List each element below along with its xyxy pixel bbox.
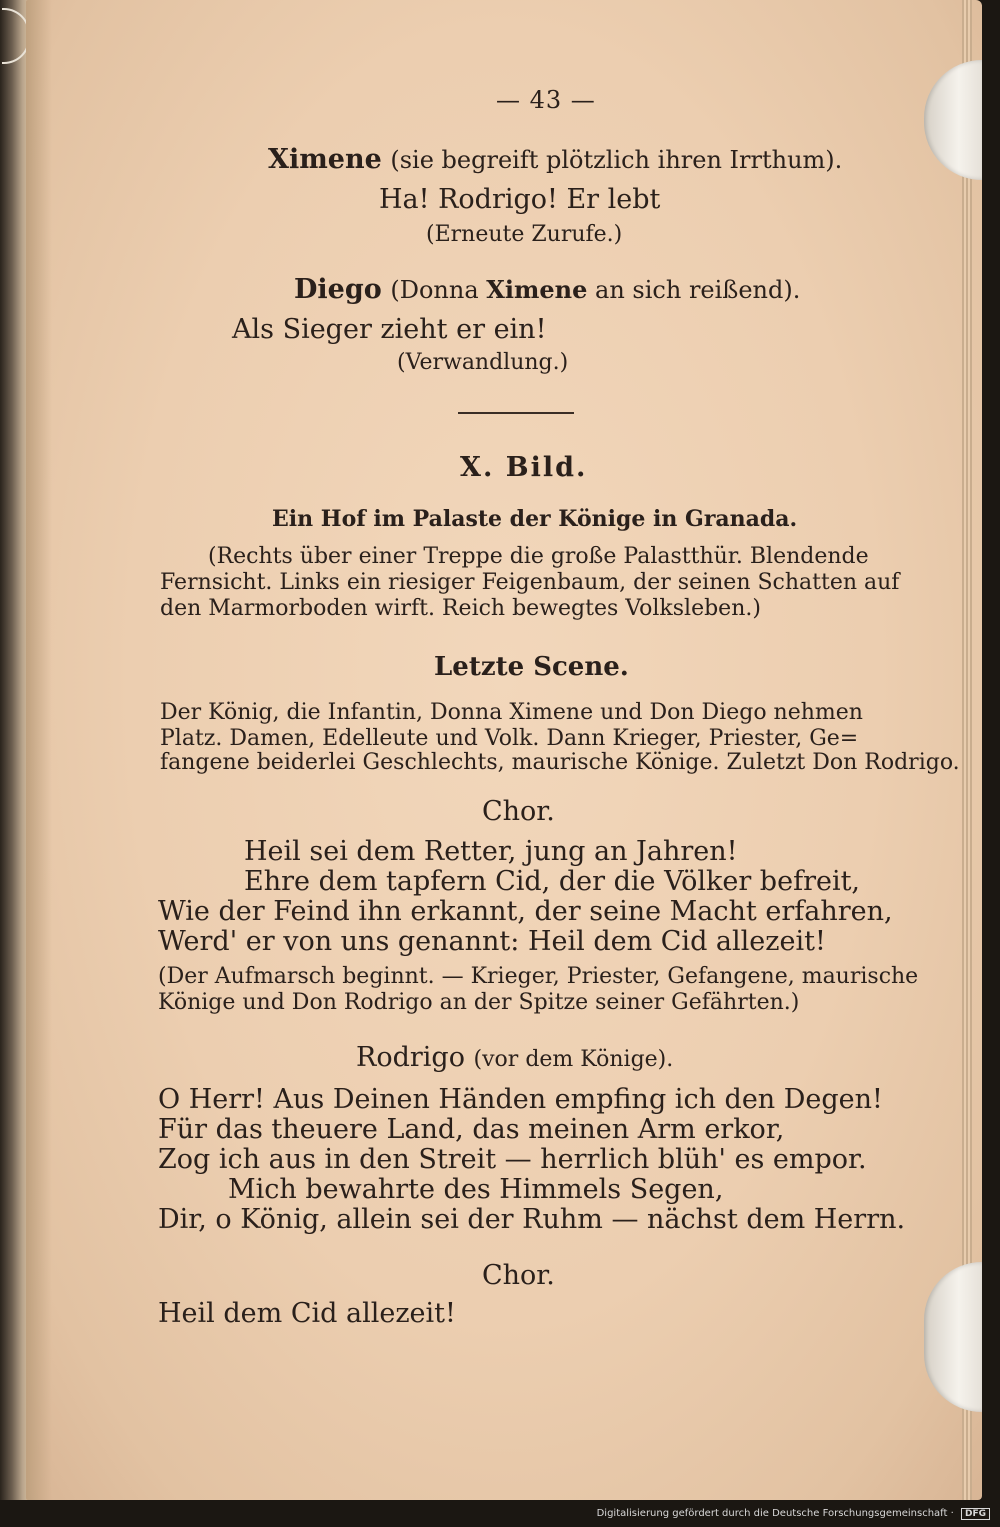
stage-direction: (Erneute Zurufe.) xyxy=(426,222,623,247)
scene-description-line: den Marmorboden wirft. Reich bewegtes Volksleben.) xyxy=(160,596,761,621)
stage-direction: (vor dem Könige). xyxy=(473,1047,674,1072)
chorus-heading: Chor. xyxy=(482,1260,555,1291)
stage-direction: (sie begreift plötzlich ihren Irrthum). xyxy=(390,146,843,174)
verse-line: Dir, o König, allein sei der Ruhm — nächst dem Herrn. xyxy=(158,1204,906,1235)
book-page xyxy=(26,0,982,1500)
credit-text: Digitalisierung gefördert durch die Deutsche Forschungsgemeinschaft · xyxy=(596,1508,954,1519)
stage-direction: (Der Aufmarsch beginnt. — Krieger, Priester, Gefangene, maurische xyxy=(158,964,919,989)
section-divider xyxy=(458,412,574,414)
final-scene-heading: Letzte Scene. xyxy=(434,652,629,682)
page-clip-bottom xyxy=(924,1262,982,1412)
stage-direction: Könige und Don Rodrigo an der Spitze seiner Gefährten.) xyxy=(158,990,800,1015)
stage-direction xyxy=(390,276,800,304)
ximene-speech-heading xyxy=(268,144,842,175)
verse-line: Werd' er von uns genannt: Heil dem Cid allezeit! xyxy=(158,926,826,957)
stage-direction-text: an sich reißend). xyxy=(595,276,801,304)
speaker-diego: Diego xyxy=(294,274,382,305)
rodrigo-speech-heading xyxy=(356,1042,673,1073)
digitization-credit xyxy=(0,1508,990,1524)
verse-line: Zog ich aus in den Streit — herrlich blüh' es empor. xyxy=(158,1144,867,1175)
chorus-heading: Chor. xyxy=(482,796,555,827)
speaker-rodrigo: Rodrigo xyxy=(356,1042,465,1073)
verse-line: Heil sei dem Retter, jung an Jahren! xyxy=(244,836,738,867)
dfg-logo: DFG xyxy=(961,1508,990,1520)
verse-line: Wie der Feind ihn erkannt, der seine Macht erfahren, xyxy=(158,896,893,927)
verse-line: Mich bewahrte des Himmels Segen, xyxy=(228,1174,724,1205)
speaker-ximene: Ximene xyxy=(268,144,382,175)
page-clip-top xyxy=(924,60,982,180)
verse-line: Ha! Rodrigo! Er lebt xyxy=(379,184,661,215)
stage-direction-name: Ximene xyxy=(486,275,588,304)
diego-speech-heading xyxy=(294,274,800,305)
stage-direction: (Verwandlung.) xyxy=(397,350,569,375)
scene-description-line: Fernsicht. Links ein riesiger Feigenbaum, der seinen Schatten auf xyxy=(160,570,900,595)
cast-line: Der König, die Infantin, Donna Ximene und Don Diego nehmen xyxy=(160,700,863,725)
page-number: — 43 — xyxy=(496,86,596,114)
verse-line: Heil dem Cid allezeit! xyxy=(158,1298,456,1329)
cast-line: Platz. Damen, Edelleute und Volk. Dann Krieger, Priester, Ge= xyxy=(160,726,859,751)
scene-location: Ein Hof im Palaste der Könige in Granada. xyxy=(272,506,798,532)
verse-line: Als Sieger zieht er ein! xyxy=(232,314,547,345)
scene-description-line: (Rechts über einer Treppe die große Palastthür. Blendende xyxy=(208,544,869,569)
scene-heading: X. Bild. xyxy=(460,452,588,483)
verse-line: Für das theuere Land, das meinen Arm erkor, xyxy=(158,1114,785,1145)
verse-line: Ehre dem tapfern Cid, der die Völker befreit, xyxy=(244,866,861,897)
cast-line: fangene beiderlei Geschlechts, maurische Könige. Zuletzt Don Rodrigo. xyxy=(160,750,960,775)
stage-direction-text: (Donna xyxy=(390,276,479,304)
verse-line: O Herr! Aus Deinen Händen empfing ich den Degen! xyxy=(158,1084,883,1115)
